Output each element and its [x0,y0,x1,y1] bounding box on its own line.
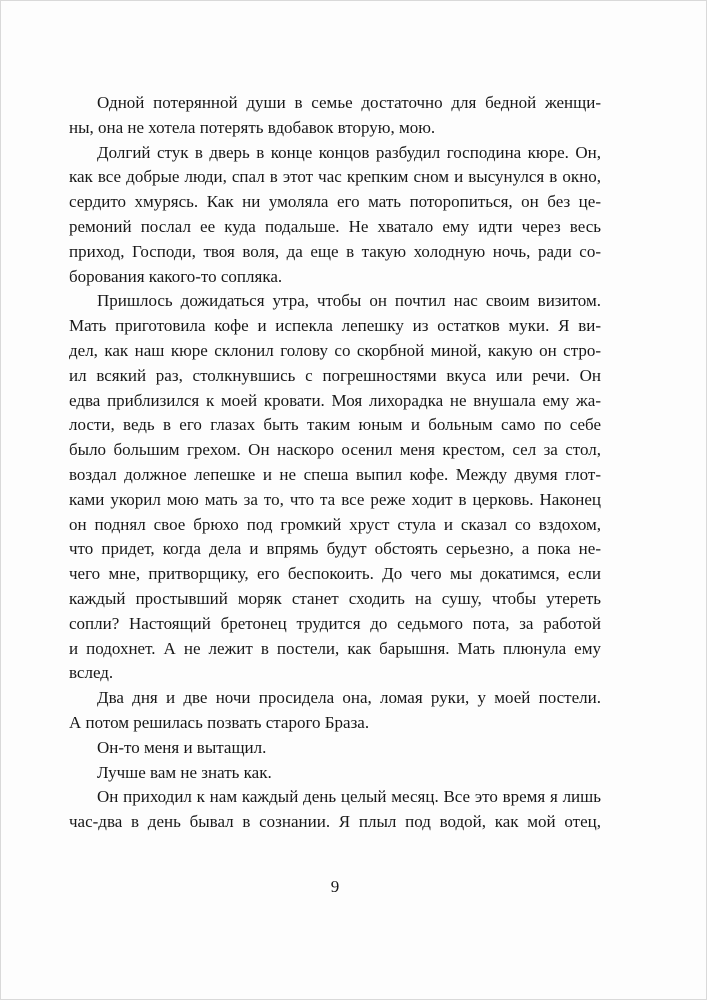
text-line: Он приходил к нам каждый день целый месяц. Все это время я лишь [97,787,601,807]
text-line: Пришлось дожидаться утра, чтобы он почтил нас своим визитом. [97,291,601,311]
paragraph [69,761,601,786]
text-line: А потом решилась позвать старого Браза. [69,712,370,732]
paragraph [69,736,601,761]
text-line: как все добрые люди, спал в этот час крепким сном и высунулся в окно, [69,167,601,187]
text-line: сопли? Настоящий бретонец трудится до седьмого пота, за работой [69,613,601,633]
paragraph [69,141,601,290]
text-line: дел, как наш кюре склонил голову со скорбной миной, какую он стро- [69,340,601,360]
text-line: лости, ведь в его глазах быть таким юным и больным само по себе [69,415,601,435]
text-line: Мать приготовила кофе и испекла лепешку из остатков муки. Я ви- [69,316,601,336]
text-line: Два дня и две ночи просидела она, ломая руки, у моей постели. [97,688,601,708]
text-line: сердито хмурясь. Как ни умоляла его мать поторопиться, он без це- [69,192,601,212]
text-line: было большим грехом. Он наскоро осенил меня крестом, сел за стол, [69,440,601,460]
text-line: час-два в день бывал в сознании. Я плыл под водой, как мой отец, [69,812,601,832]
text-line: приход, Господи, твоя воля, да еще в такую холодную ночь, ради со- [69,241,601,261]
text-line: воздал должное лепешке и не спеша выпил кофе. Между двумя глот- [69,464,601,484]
page-text [69,91,601,835]
text-line: Одной потерянной души в семье достаточно для бедной женщи- [97,93,601,112]
paragraph [69,91,601,141]
text-line: ны, она не хотела потерять вдобавок вторую, мою. [69,117,436,137]
text-line: ками укорил мою мать за то, что та все реже ходит в церковь. Наконец [69,489,601,509]
paragraph [69,289,601,686]
text-line: и подохнет. А не лежит в постели, как барышня. Мать плюнула ему [69,638,601,658]
text-line: ремоний послал ее куда подальше. Не хватало ему идти через весь [69,216,601,236]
text-line: вслед. [69,663,114,683]
paragraph [69,686,601,736]
text-line: Долгий стук в дверь в конце концов разбудил господина кюре. Он, [97,142,601,162]
text-line: он поднял свое брюхо под громкий хруст стула и сказал со вздохом, [69,514,601,534]
text-line: ил всякий раз, столкнувшись с погрешностями вкуса или речи. Он [69,365,601,385]
text-line: Он-то меня и вытащил. [97,737,267,757]
text-line: каждый простывший моряк станет сходить на сушу, чтобы утереть [69,588,601,608]
text-line: чего мне, притворщику, его беспокоить. До чего мы докатимся, если [69,564,601,584]
text-line: Лучше вам не знать как. [97,762,272,782]
paragraph [69,785,601,835]
text-line: борования какого-то сопляка. [69,266,283,286]
text-line: едва приблизился к моей кровати. Моя лихорадка не внушала ему жа- [69,390,601,410]
text-line: что придет, когда дела и впрямь будут обстоять серьезно, а пока не- [69,539,601,559]
page-number: 9 [330,877,340,896]
